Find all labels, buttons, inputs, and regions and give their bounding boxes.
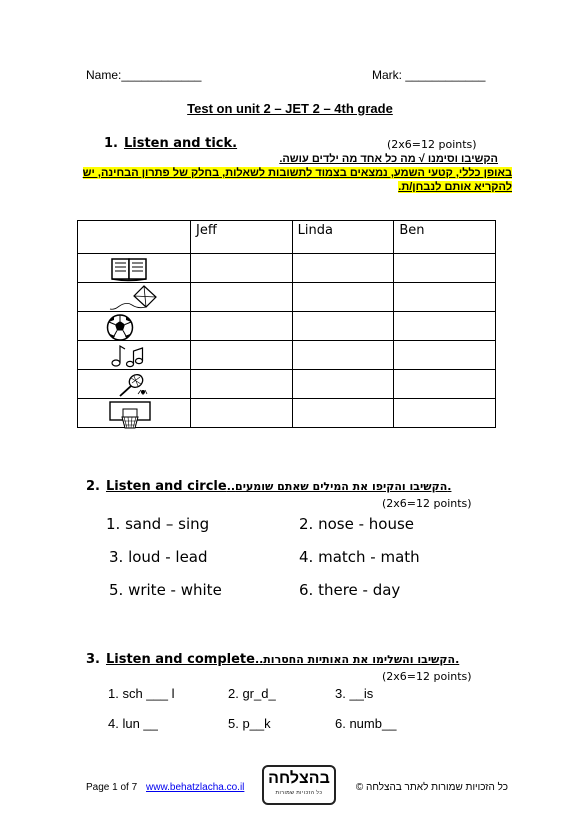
tick-cell[interactable] xyxy=(292,283,394,312)
section1-heading xyxy=(104,136,237,151)
tick-cell[interactable] xyxy=(191,341,293,370)
row-icon-cell xyxy=(78,399,191,428)
row-icon-cell xyxy=(78,283,191,312)
word-pair: 1. sand – sing xyxy=(106,515,210,533)
row-icon-cell xyxy=(78,312,191,341)
music-notes-icon xyxy=(110,343,144,369)
mark-field[interactable]: Mark: ____________ xyxy=(372,68,486,82)
table-row xyxy=(78,283,496,312)
table-row xyxy=(78,254,496,283)
tick-cell[interactable] xyxy=(292,399,394,428)
row-icon-cell xyxy=(78,341,191,370)
table-row xyxy=(78,341,496,370)
complete-item: 4. lun __ xyxy=(108,716,158,731)
section1-points: (2x6=12 points) xyxy=(387,138,477,151)
book-icon xyxy=(110,256,150,282)
tick-cell[interactable] xyxy=(191,312,293,341)
word-pair: 2. nose - house xyxy=(299,515,414,533)
section2-number: 2. xyxy=(86,479,100,494)
section1-title: Listen and tick. xyxy=(123,136,238,151)
section2-points: (2x6=12 points) xyxy=(382,497,472,510)
tick-cell[interactable] xyxy=(292,312,394,341)
section1-note xyxy=(72,166,512,194)
section3-points: (2x6=12 points) xyxy=(382,670,472,683)
column-header-ben: Ben xyxy=(394,221,496,254)
tick-cell[interactable] xyxy=(394,341,496,370)
site-logo xyxy=(262,765,336,805)
tick-cell[interactable] xyxy=(292,254,394,283)
table-row xyxy=(78,370,496,399)
website-link[interactable]: www.behatzlacha.co.il xyxy=(146,782,245,793)
complete-item: 3. __is xyxy=(335,686,374,701)
section1-number: 1. xyxy=(104,136,118,151)
tick-cell[interactable] xyxy=(394,283,496,312)
basketball-hoop-icon xyxy=(108,401,152,429)
section3-title: Listen and complete xyxy=(105,652,255,667)
tick-cell[interactable] xyxy=(191,370,293,399)
page-title: Test on unit 2 – JET 2 – 4th grade xyxy=(187,101,393,116)
logo-subtext: כל הזכויות שמורות xyxy=(275,790,323,796)
tick-cell[interactable] xyxy=(292,370,394,399)
tick-cell[interactable] xyxy=(394,312,496,341)
column-header-linda: Linda xyxy=(292,221,394,254)
section2-title: Listen and circle xyxy=(105,479,227,494)
row-icon-cell xyxy=(78,370,191,399)
column-header-jeff: Jeff xyxy=(191,221,293,254)
tick-cell[interactable] xyxy=(394,399,496,428)
table-row xyxy=(78,312,496,341)
word-pair: 5. write - white xyxy=(109,581,222,599)
complete-item: 6. numb__ xyxy=(335,716,397,731)
page-number: Page 1 of 7 xyxy=(86,782,138,793)
word-pair: 6. there - day xyxy=(299,581,401,599)
complete-item: 2. gr_d_ xyxy=(228,686,276,701)
name-field[interactable]: Name:____________ xyxy=(86,68,202,82)
tick-table xyxy=(77,220,496,428)
copyright-text: כל הזכויות שמורות לאתר בהצלחה © xyxy=(355,782,508,793)
section1-instruction: הקשיבו וסימנו √ מה כל אחד מה ילדים עושה. xyxy=(279,153,498,165)
word-pair: 4. match - math xyxy=(299,548,420,566)
section2-heading xyxy=(86,479,451,494)
section3-heading xyxy=(86,652,459,667)
table-corner-cell xyxy=(78,221,191,254)
tick-cell[interactable] xyxy=(191,254,293,283)
badminton-icon xyxy=(114,372,150,399)
tick-cell[interactable] xyxy=(292,341,394,370)
tick-cell[interactable] xyxy=(394,254,496,283)
row-icon-cell xyxy=(78,254,191,283)
table-header-row xyxy=(78,221,496,254)
logo-text: בהצלחה xyxy=(268,770,330,787)
word-pair: 3. loud - lead xyxy=(109,548,208,566)
section2-instruction: ..הקשיבו והקיפו את המילים שאתם שומעים. xyxy=(226,480,452,493)
section3-instruction: ..הקשיבו והשלימו את האותיות החסרות. xyxy=(254,653,460,666)
tick-cell[interactable] xyxy=(191,283,293,312)
tick-cell[interactable] xyxy=(394,370,496,399)
complete-item: 5. p__k xyxy=(228,716,271,731)
section1-note-text: באופן כללי, קטעי השמע, נמצאים בצמוד לתשובות לשאלות, בחלק של פתרון הבחינה, יש להקריא אותם לנבחן/ת. xyxy=(82,167,512,193)
table-row xyxy=(78,399,496,428)
kite-icon xyxy=(108,285,158,312)
tick-cell[interactable] xyxy=(191,399,293,428)
section3-number: 3. xyxy=(86,652,100,667)
complete-item: 1. sch ___ l xyxy=(108,686,175,701)
soccer-ball-icon xyxy=(106,314,136,341)
